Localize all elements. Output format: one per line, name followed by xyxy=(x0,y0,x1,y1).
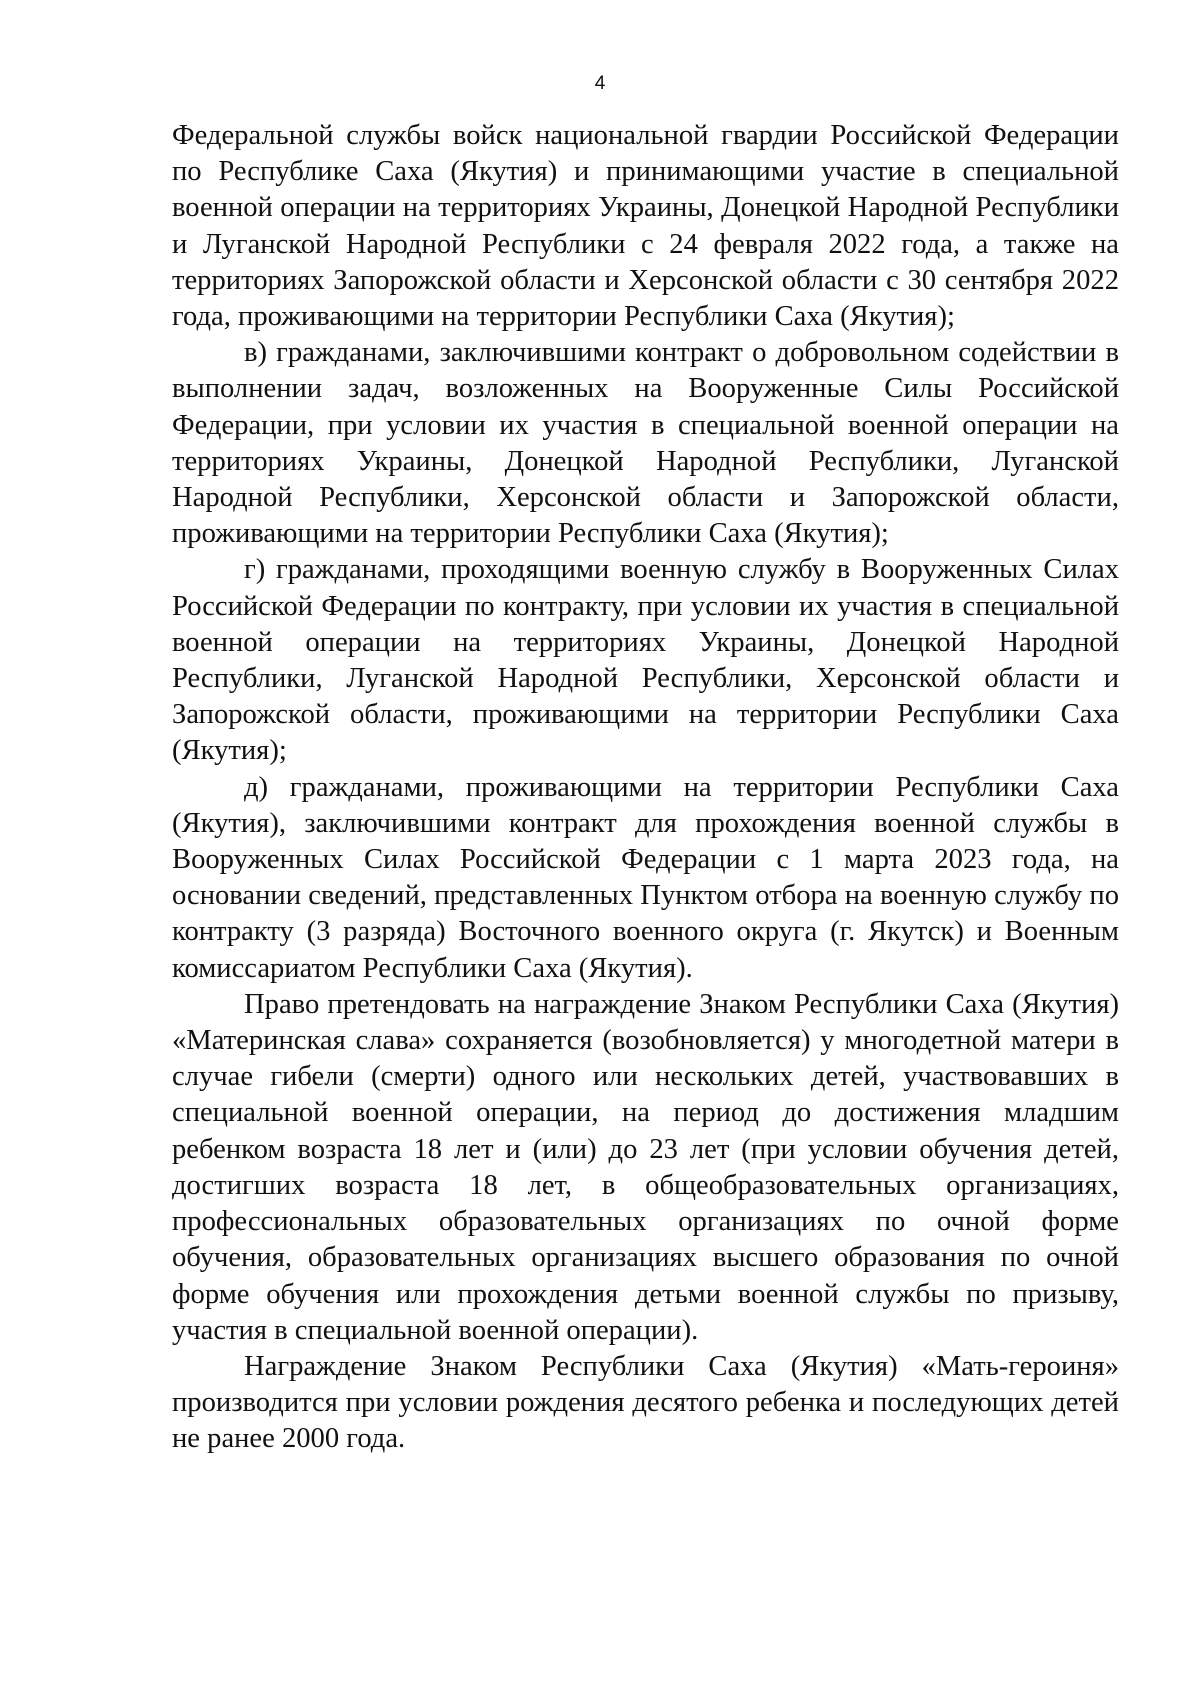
paragraph-mother-heroine: Награждение Знаком Республики Саха (Якутия) «Мать-героиня» производится при условии рождения десятого ребенка и последующих детей не ранее 2000 года. xyxy=(172,1350,1119,1455)
page-number: 4 xyxy=(594,73,606,94)
document-body xyxy=(172,118,1119,1458)
paragraph-item-v: в) гражданами, заключившими контракт о добровольном содействии в выполнении задач, возложенных на Вооруженные Силы Российской Федерации, при условии их участия в специальной военной операции на территориях Украины, Донецкой Народной Республики, Луганской Народной Республики, Херсонской области и Запорожской области, проживающими на территории Республики Саха (Якутия); xyxy=(172,337,1119,550)
paragraph-item-g: г) гражданами, проходящими военную службу в Вооруженных Силах Российской Федерации по контракту, при условии их участия в специальной военной операции на территориях Украины, Донецкой Народной Республики, Луганской Народной Республики, Херсонской области и Запорожской области, проживающими на территории Республики Саха (Якутия); xyxy=(172,554,1119,767)
paragraph-item-d: д) гражданами, проживающими на территории Республики Саха (Якутия), заключившими контракт для прохождения военной службы в Вооруженных Силах Российской Федерации с 1 марта 2023 года, на основании сведений, представленных Пунктом отбора на военную службу по контракту (3 разряда) Восточного военного округа (г. Якутск) и Военным комиссариатом Республики Саха (Якутия). xyxy=(172,771,1119,984)
paragraph-continuation: Федеральной службы войск национальной гвардии Российской Федерации по Республике Саха (Якутия) и принимающими участие в специальной военной операции на территориях Украины, Донецкой Народной Республики и Луганской Народной Республики с 24 февраля 2022 года, а также на территориях Запорожской области и Херсонской области с 30 сентября 2022 года, проживающими на территории Республики Саха (Якутия); xyxy=(172,120,1119,333)
paragraph-maternal-glory: Право претендовать на награждение Знаком Республики Саха (Якутия) «Материнская слава» сохраняется (возобновляется) у многодетной матери в случае гибели (смерти) одного или нескольких детей, участвовавших в специальной военной операции, на период до достижения младшим ребенком возраста 18 лет и (или) до 23 лет (при условии обучения детей, достигших возраста 18 лет, в общеобразовательных организациях, профессиональных образовательных организациях по очной форме обучения, образовательных организациях высшего образования по очной форме обучения или прохождения детьми военной службы по призыву, участия в специальной военной операции). xyxy=(172,988,1119,1346)
